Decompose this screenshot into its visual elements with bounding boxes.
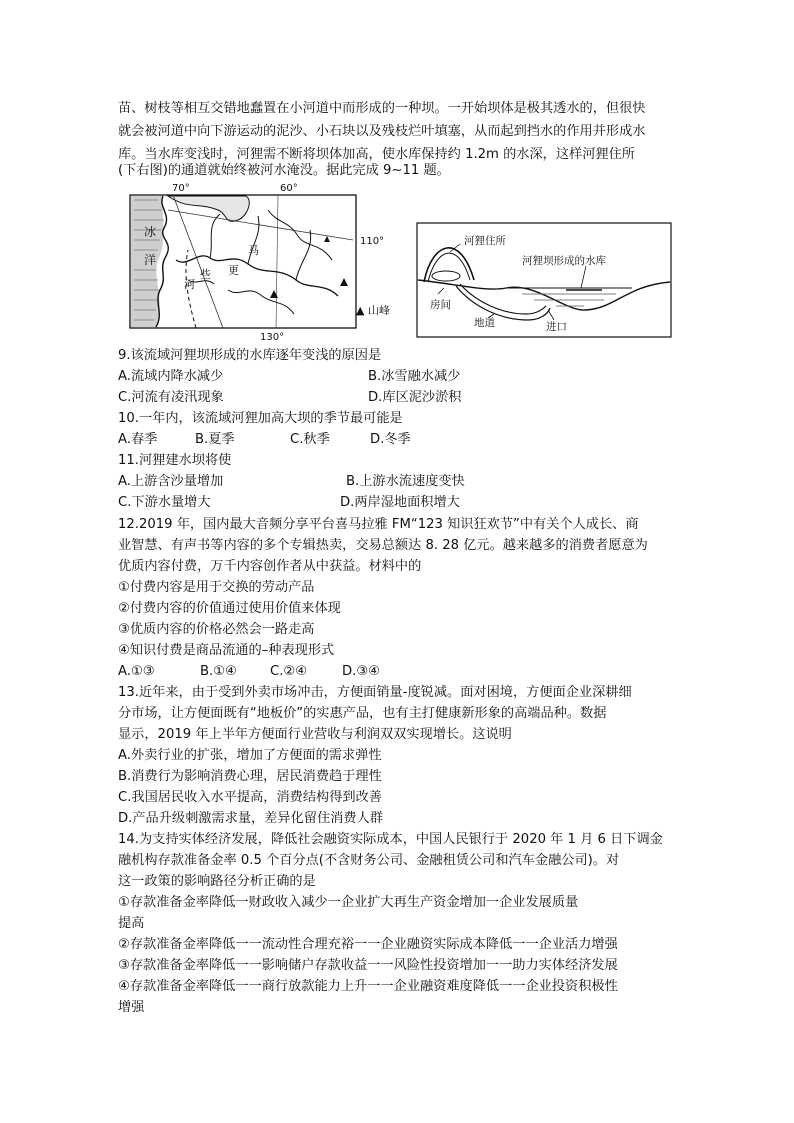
lodge-entrance-label: 进口 xyxy=(546,321,567,333)
map-lat-110: 110° xyxy=(360,236,385,247)
q12-item-4: ④知识付费是商品流通的–种表现形式 xyxy=(118,643,335,658)
lodge-tunnel-label: 地道 xyxy=(474,317,495,329)
q12-item-1: ①付费内容是用于交换的劳动产品 xyxy=(118,580,315,595)
q12-line-2: 业智慧、有声书等内容的多个专辑热卖，交易总额达 8. 28 亿元。越来越多的消费者愿意为 xyxy=(118,538,648,553)
q12-item-2: ②付费内容的价值通过使用价值来体现 xyxy=(118,601,341,616)
q13-line-3: 显示，2019 年上半年方便面行业营收与利润双双实现增长。这说明 xyxy=(118,727,512,742)
q11-option-b: B.上游水流速度变快 xyxy=(346,474,465,489)
q12-line-1: 12.2019 年，国内最大音频分享平台喜马拉雅 FM“123 知识狂欢节”中有关个人成长、商 xyxy=(118,517,639,532)
q10-stem: 10.一年内，该流域河狸加高大坝的季节最可能是 xyxy=(118,411,403,426)
q10-option-d: D.冬季 xyxy=(370,432,411,447)
map-lon-130: 130° xyxy=(260,332,285,343)
map-lon-60: 60° xyxy=(280,183,298,194)
q12-line-3: 优质内容付费，万千内容创作者从中获益。材料中的 xyxy=(118,559,422,574)
q14-item-2: ②存款准备金率降低一一流动性合理充裕一一企业融资实际成本降低一一企业活力增强 xyxy=(118,937,618,952)
q14-item-1: ①存款准备金率降低一财政收入减少一企业扩大再生产资金增加一企业发展质量 xyxy=(118,895,579,910)
q12-option-b: B.①④ xyxy=(200,664,237,679)
q9-option-b: B.冰雪融水减少 xyxy=(368,369,461,384)
q10-option-a: A.春季 xyxy=(118,432,158,447)
q13-line-1: 13.近年来，由于受到外卖市场冲击，方便面销量-度锐减。面对困境，方便面企业深耕细 xyxy=(118,685,632,700)
map-label-he: 河 xyxy=(184,278,195,291)
q14-item-1-cont: 提高 xyxy=(118,916,145,931)
q10-option-b: B.夏季 xyxy=(195,432,235,447)
legend-peak-icon: ▲ xyxy=(356,304,365,317)
q14-line-1: 14.为支持实体经济发展，降低社会融资实际成本，中国人民银行于 2020 年 1 月 6 日下调金 xyxy=(118,832,663,847)
q13-option-b: B.消费行为影响消费心理，居民消费趋于理性 xyxy=(118,769,382,784)
map-label-yang: 洋 xyxy=(144,253,157,267)
lodge-residence-label: 河狸住所 xyxy=(464,235,506,247)
q14-item-4-cont: 增强 xyxy=(118,1000,145,1015)
q14-line-3: 这一政策的影响路径分析正确的是 xyxy=(118,874,316,889)
q10-option-c: C.秋季 xyxy=(290,432,330,447)
q13-option-d: D.产品升级刺激需求量，差异化留住消费人群 xyxy=(118,811,383,826)
intro-line-3: 库。当水库变浅时，河狸需不断将坝体加高，使水库保持约 1.2m 的水深，这样河狸住所 xyxy=(118,147,635,162)
q11-option-d: D.两岸湿地面积增大 xyxy=(340,495,460,510)
q11-option-a: A.上游含沙量增加 xyxy=(118,474,224,489)
intro-line-2: 就会被河道中向下游运动的泥沙、小石块以及残枝烂叶填塞，从而起到挡水的作用并形成水 xyxy=(118,124,646,139)
intro-line-1: 苗、树枝等相互交错地蠢置在小河道中而形成的一种坝。一开始坝体是极其透水的，但很快 xyxy=(118,101,646,116)
lodge-reservoir-label: 河狸坝形成的水库 xyxy=(522,255,606,267)
q14-item-4: ④存款准备金率降低一一商行放款能力上升一一企业融资难度降低一一企业投资积极性 xyxy=(118,979,618,994)
q9-option-c: C.河流有凌汛现象 xyxy=(118,390,224,405)
q14-line-2: 融机构存款准备金率 0.5 个百分点(不含财务公司、金融租赁公司和汽车金融公司)。对 xyxy=(118,853,620,868)
q11-option-c: C.下游水量增大 xyxy=(118,495,211,510)
q12-option-c: C.②④ xyxy=(270,664,308,679)
q12-option-d: D.③④ xyxy=(342,664,380,679)
q9-option-a: A.流域内降水减少 xyxy=(118,369,224,384)
q11-stem: 11.河狸建水坝将使 xyxy=(118,453,232,468)
map-lon-70: 70° xyxy=(172,183,190,194)
q14-item-3: ③存款准备金率降低一一影响储户存款收益一一风险性投资增加一一助力实体经济发展 xyxy=(118,958,618,973)
q9-option-d: D.库区泥沙淤积 xyxy=(368,390,462,405)
q13-line-2: 分市场，让方便面既有“地板价”的实惠产品，也有主打健康新形象的高端品种。数据 xyxy=(118,706,607,721)
beaver-lodge-diagram xyxy=(416,222,672,338)
river-basin-map xyxy=(128,180,398,344)
q12-option-a: A.①③ xyxy=(118,664,155,679)
q12-item-3: ③优质内容的价格必然会一路走高 xyxy=(118,622,315,637)
intro-line-4: (下右图)的通道就始终被河水淹没。据此完成 9~11 题。 xyxy=(118,163,450,178)
map-label-ma: 马 xyxy=(248,244,259,257)
map-label-bing: 冰 xyxy=(144,225,157,239)
q13-option-c: C.我国居民收入水平提高，消费结构得到改善 xyxy=(118,790,382,805)
legend-peak-label: 山峰 xyxy=(368,304,390,317)
map-label-zhe: 些 xyxy=(200,268,211,281)
map-label-geng: 更 xyxy=(228,264,239,277)
q9-stem: 9.该流域河狸坝形成的水库逐年变浅的原因是 xyxy=(118,348,382,363)
lodge-room-label: 房间 xyxy=(430,299,451,311)
q13-option-a: A.外卖行业的扩张，增加了方便面的需求弹性 xyxy=(118,748,382,763)
